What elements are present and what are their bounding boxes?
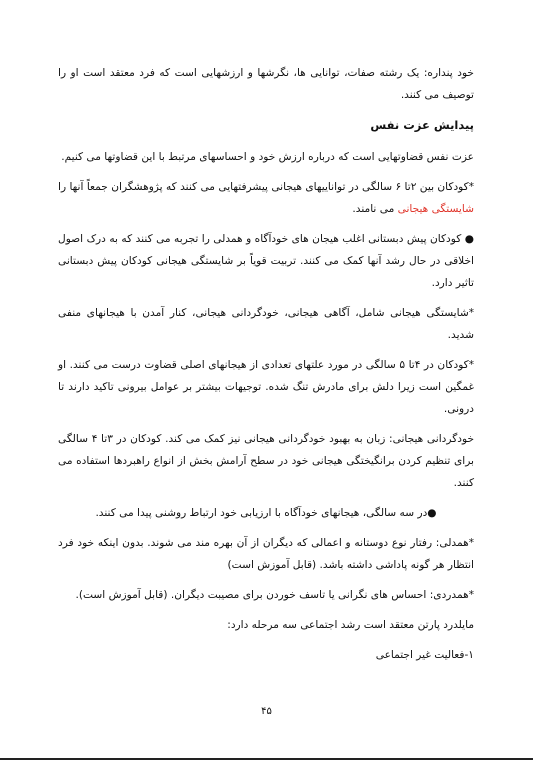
list-item-nonsocial: ۱-فعالیت غیر اجتماعی [375,649,474,661]
paragraph-emotional-competence [58,176,474,220]
document-page [58,62,474,674]
section-heading: پیدایش عزت نفس [370,118,474,132]
paragraph-empathy: *همدلی: رفتار نوع دوستانه و اعمالی که دیگران از آن بهره مند می شوند. بدون اینکه خود فرد انتظار هر گونه پاداشی داشته باشد. (قابل آموزش است) [58,537,474,571]
paragraph-emotion-causes: *کودکان در ۴تا ۵ سالگی در مورد علتهای تعدادی از هیجانهای اصلی قضاوت درست می کنند. او غمگین است زیرا دلش برای مادرش تنگ شده. توجیهات بیشتر بر عوامل بیرونی تاکید دارند تا درونی. [58,359,475,415]
paragraph-parten: مایلدرد پارتن معتقد است رشد اجتماعی سه مرحله دارد: [227,619,474,631]
text-fragment: می نامند. [352,203,398,215]
paragraph-self-conscious-emotions: ●در سه سالگی، هیجانهای خودآگاه با ارزیابی خود ارتباط روشنی پیدا می کنند. [95,507,437,519]
paragraph-self-concept: خود پنداره: یک رشته صفات، توانایی ها، نگرشها و ارزشهایی است که فرد معتقد است او را توصیف می کنند. [58,67,474,101]
paragraph-self-esteem: عزت نفس قضاوتهایی است که درباره ارزش خود و احساسهای مرتبط با این قضاوتها می کنیم. [61,151,474,163]
paragraph-self-regulation: خودگردانی هیجانی: زبان به بهبود خودگردانی هیجانی نیز کمک می کند. کودکان در ۳تا ۴ سالگی برای تنظیم کردن برانگیختگی هیجانی خود در سطح آرامش بخش از انواع راهبردها استفاده می کنند. [58,433,474,489]
page-number: ۴۵ [261,706,272,717]
page-bottom-rule [0,758,533,760]
paragraph-sympathy: *همدردی: احساس های نگرانی یا تاسف خوردن برای مصیبت دیگران. (قابل آموزش است). [75,589,474,601]
paragraph-competence-components: *شایستگی هیجانی شامل، آگاهی هیجانی، خودگردانی هیجانی، کنار آمدن با هیجانهای منفی شدید. [58,307,474,341]
highlighted-term: شایستگی هیجانی [397,203,474,215]
paragraph-preschool-emotions: ● کودکان پیش دبستانی اغلب هیجان های خودآگاه و همدلی را تجربه می کنند که به درک اصول اخلاقی در حال رشد آنها کمک می کنند. تربیت قویاً بر شایستگی هیجانی کودکان پیش دبستانی تاثیر دارد. [58,233,474,289]
text-fragment: *کودکان بین ۲تا ۶ سالگی در تواناییهای هیجانی پیشرفتهایی می کنند که پژوهشگران جمعاً آنها را [58,181,474,193]
